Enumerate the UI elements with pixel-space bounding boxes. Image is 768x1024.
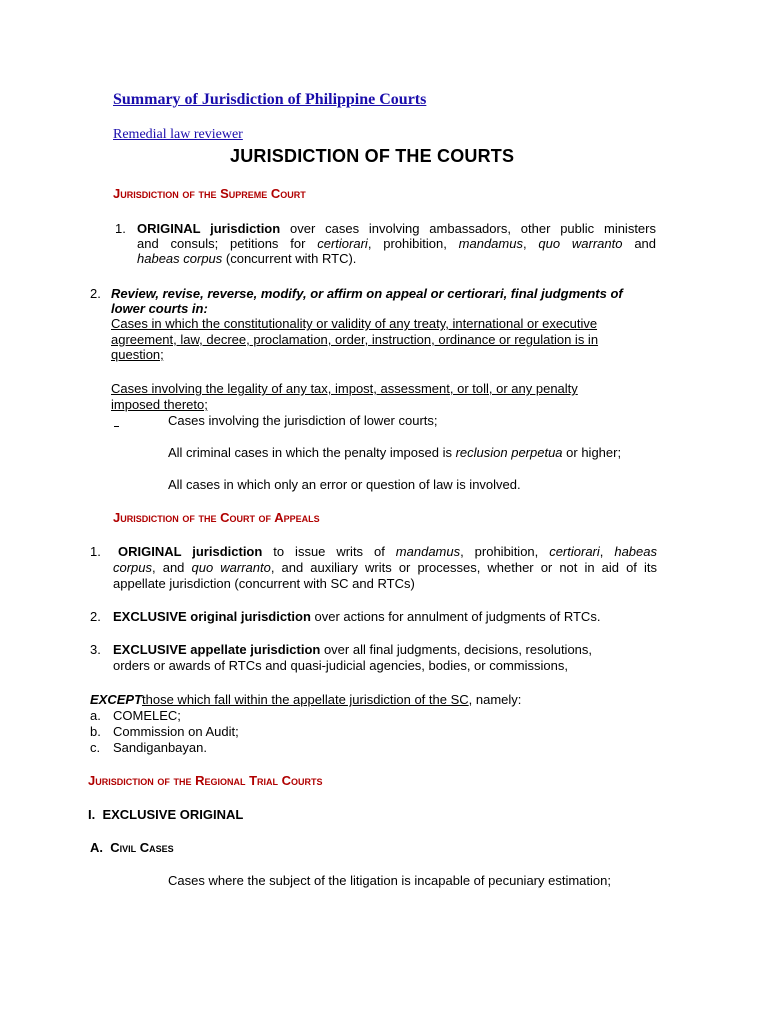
sc-item1-text2a: and consuls; petitions for	[137, 236, 318, 251]
sc-item2-line1: Review, revise, reverse, modify, or affirm on appeal or certiorari, final judgments of	[111, 286, 623, 301]
sc-item2-f1: All criminal cases in which the penalty imposed is	[168, 445, 456, 460]
sc-item1-habeas-corpus: habeas corpus	[137, 251, 223, 266]
sc-item1-text2d: and	[622, 236, 657, 251]
subtitle-link[interactable]: Remedial law reviewer	[113, 127, 243, 142]
ca-list-b-label: b.	[90, 724, 101, 739]
sc-item2-number: 2.	[90, 286, 101, 301]
ca-item3-bold: EXCLUSIVE appellate jurisdiction	[113, 642, 321, 657]
sc-item2-g: All cases in which only an error or question of law is involved.	[168, 477, 521, 492]
ca-item3-rest: over all final judgments, decisions, resolutions,	[320, 642, 593, 657]
ca-item2-number: 2.	[90, 609, 101, 624]
sc-item2-e: Cases involving the jurisdiction of lower courts;	[168, 413, 438, 428]
sc-item1-text2c: ,	[522, 236, 539, 251]
sc-item1-quo-warranto: quo warranto	[538, 236, 623, 251]
sc-item2-c2: agreement, law, decree, proclamation, order, instruction, ordinance or regulation is in	[111, 332, 599, 347]
sc-item1-text1: over cases involving ambassadors, other public ministers	[280, 221, 656, 236]
ca-item1-line3: appellate jurisdiction (concurrent with SC and RTCs)	[113, 576, 415, 591]
sc-item1-line3	[137, 250, 356, 267]
sc-item1-mandamus: mandamus	[458, 236, 523, 251]
sc-item1-text2b: , prohibition,	[367, 236, 459, 251]
sc-item2-c1: Cases in which the constitutionality or validity of any treaty, international or executive	[111, 316, 598, 331]
sc-item2-line2: lower courts in:	[111, 301, 208, 316]
ca-except-line	[90, 691, 521, 708]
ca-item3-line1	[113, 641, 592, 658]
ca-item1-a3: ,	[599, 544, 615, 559]
ca-list-a-label: a.	[90, 708, 101, 723]
ca-item1-b1: , and	[152, 560, 192, 575]
ca-item1-line1	[118, 543, 657, 560]
ca-except-underlined: those which fall within the appellate jurisdiction of the SC	[142, 692, 469, 707]
ca-except-rest: , namely:	[468, 692, 522, 707]
rtc-exclusive-original: I. EXCLUSIVE ORIGINAL	[88, 807, 244, 822]
ca-item1-bold: ORIGINAL jurisdiction	[118, 544, 263, 559]
sc-item2-reclusion: reclusion perpetua	[455, 445, 563, 460]
ca-list-c-text: Sandiganbayan.	[113, 740, 207, 755]
main-title: JURISDICTION OF THE COURTS	[230, 146, 515, 166]
document-title-link[interactable]: Summary of Jurisdiction of Philippine Courts	[113, 91, 427, 108]
ca-list-c-label: c.	[90, 740, 101, 755]
sc-item1-certiorari: certiorari	[317, 236, 368, 251]
heading-regional-trial-courts: Jurisdiction of the Regional Trial Courts	[88, 773, 323, 788]
sc-item1-bold: ORIGINAL jurisdiction	[137, 221, 281, 236]
ca-item1-habeas: habeas	[614, 544, 657, 559]
sc-item1-number: 1.	[115, 221, 126, 236]
rtc-line-pecuniary: Cases where the subject of the litigation is incapable of pecuniary estimation;	[168, 873, 611, 888]
sc-item2-f2: or higher;	[562, 445, 622, 460]
ca-item1-corpus: corpus	[113, 560, 153, 575]
sc-item2-d2: imposed thereto;	[111, 397, 208, 412]
ca-item1-a1: to issue writs of	[262, 544, 396, 559]
ca-item3-line2: orders or awards of RTCs and quasi-judicial agencies, bodies, or commissions,	[113, 658, 568, 673]
ca-item1-certiorari: certiorari	[549, 544, 600, 559]
ca-list-b-text: Commission on Audit;	[113, 724, 239, 739]
sc-item1-text3: (concurrent with RTC).	[222, 251, 357, 266]
ca-item1-quo-warranto: quo warranto	[191, 560, 271, 575]
sc-item2-d1: Cases involving the legality of any tax, impost, assessment, or toll, or any penalty	[111, 381, 578, 396]
sc-item2-c3: question;	[111, 347, 164, 362]
ca-item1-b2: , and auxiliary writs or processes, whether or not in aid of its	[270, 560, 657, 575]
heading-supreme-court: Jurisdiction of the Supreme Court	[113, 186, 306, 201]
dash-mark	[114, 426, 119, 427]
ca-list-a-text: COMELEC;	[113, 708, 181, 723]
ca-item2-rest: over actions for annulment of judgments of RTCs.	[310, 609, 601, 624]
ca-except-keyword: EXCEPT	[90, 692, 143, 707]
ca-item1-mandamus: mandamus	[395, 544, 461, 559]
ca-item3-number: 3.	[90, 642, 101, 657]
rtc-civil-cases: A. Civil Cases	[90, 840, 174, 855]
ca-item1-number: 1.	[90, 544, 101, 559]
heading-court-of-appeals: Jurisdiction of the Court of Appeals	[113, 510, 320, 525]
ca-item2-line	[113, 608, 600, 625]
ca-item1-line2	[113, 559, 657, 576]
ca-item1-a2: , prohibition,	[460, 544, 550, 559]
ca-item2-bold: EXCLUSIVE original jurisdiction	[113, 609, 311, 624]
sc-item2-f	[168, 444, 621, 461]
